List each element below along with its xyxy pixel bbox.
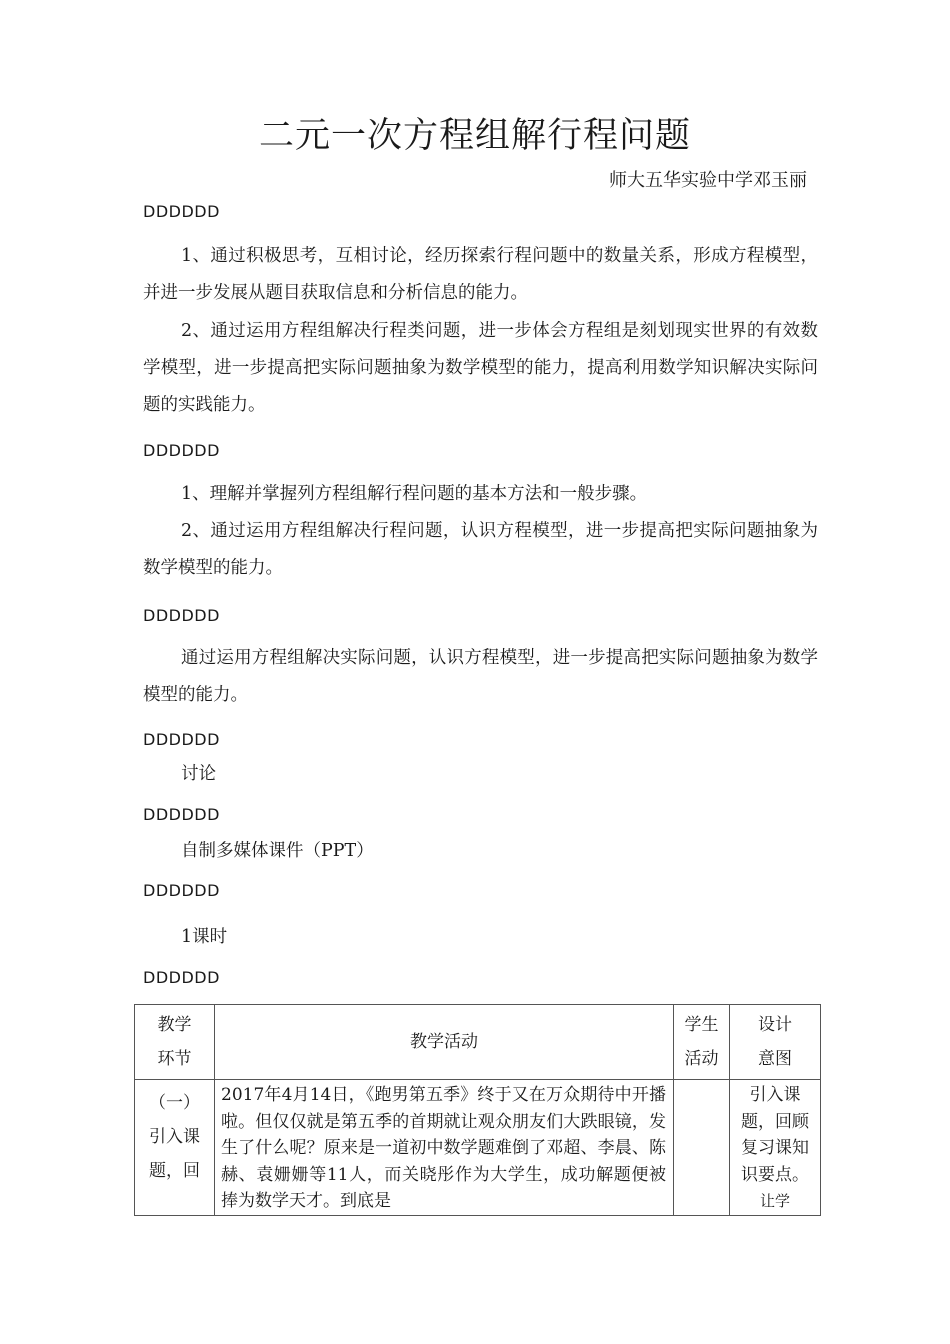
row1-activity: 2017年4月14日，《跑男第五季》终于又在万众期待中开播啦。但仅仅就是第五季的首期就让观众朋友们大跌眼镜，发生了什么呢？原来是一道初中数学题难倒了邓超、李晨、陈赫、袁姗姗等11人，而关晓彤作为大学生，成功解题便被捧为数学天才。到底是 xyxy=(215,1080,674,1216)
header-stage xyxy=(135,1005,215,1080)
section-2-paragraph-1: 1、理解并掌握列方程组解行程问题的基本方法和一般步骤。 xyxy=(181,484,648,504)
header-stage-line1: 教学 xyxy=(157,1015,192,1035)
section-heading-2: DDDDDD xyxy=(143,441,220,460)
header-student xyxy=(674,1005,730,1080)
header-stage-line2: 环节 xyxy=(157,1049,192,1069)
row1-intent xyxy=(730,1080,821,1216)
row1-intent-text: 引入课题，回顾复习课知识要点。 xyxy=(741,1085,809,1185)
lesson-plan-table xyxy=(134,1004,821,1216)
section-2-paragraph-2: 2、通过运用方程组解决行程问题，认识方程模型，进一步提高把实际问题抽象为数学模型的能力。 xyxy=(143,521,818,578)
row1-stage-line1: （一） xyxy=(149,1093,200,1113)
section-5-paragraph-1: 自制多媒体课件（PPT） xyxy=(181,841,374,861)
section-heading-5: DDDDDD xyxy=(143,805,220,824)
table-row xyxy=(135,1080,821,1216)
section-3-paragraph-1: 通过运用方程组解决实际问题，认识方程模型，进一步提高把实际问题抽象为数学模型的能力。 xyxy=(143,648,818,705)
header-intent-line2: 意图 xyxy=(758,1049,792,1069)
row1-student xyxy=(674,1080,730,1216)
document-title: 二元一次方程组解行程问题 xyxy=(258,116,691,156)
section-6-paragraph-1: 1课时 xyxy=(181,927,228,947)
header-activity: 教学活动 xyxy=(215,1005,674,1080)
section-heading-1: DDDDDD xyxy=(143,202,220,221)
section-heading-4: DDDDDD xyxy=(143,730,220,749)
table-header-row xyxy=(135,1005,821,1080)
section-1-paragraph-2: 2、通过运用方程组解决行程类问题，进一步体会方程组是刻划现实世界的有效数学模型，进一步提高把实际问题抽象为数学模型的能力，提高利用数学知识解决实际问题的实践能力。 xyxy=(143,321,818,415)
section-heading-3: DDDDDD xyxy=(143,606,220,625)
row1-stage-line2: 引入课 xyxy=(149,1127,200,1147)
row1-stage-line3: 题，回 xyxy=(149,1161,200,1181)
header-intent xyxy=(730,1005,821,1080)
row1-intent-tail: 让学 xyxy=(759,1192,790,1210)
author-line: 师大五华实验中学邓玉丽 xyxy=(609,170,807,191)
header-student-line1: 学生 xyxy=(684,1015,719,1035)
section-heading-6: DDDDDD xyxy=(143,881,220,900)
header-intent-line1: 设计 xyxy=(758,1015,792,1035)
section-heading-7: DDDDDD xyxy=(143,968,220,987)
header-student-line2: 活动 xyxy=(684,1049,719,1069)
section-4-paragraph-1: 讨论 xyxy=(181,764,216,784)
section-1-paragraph-1: 1、通过积极思考，互相讨论，经历探索行程问题中的数量关系，形成方程模型，并进一步发展从题目获取信息和分析信息的能力。 xyxy=(143,246,818,303)
row1-stage xyxy=(135,1080,215,1216)
